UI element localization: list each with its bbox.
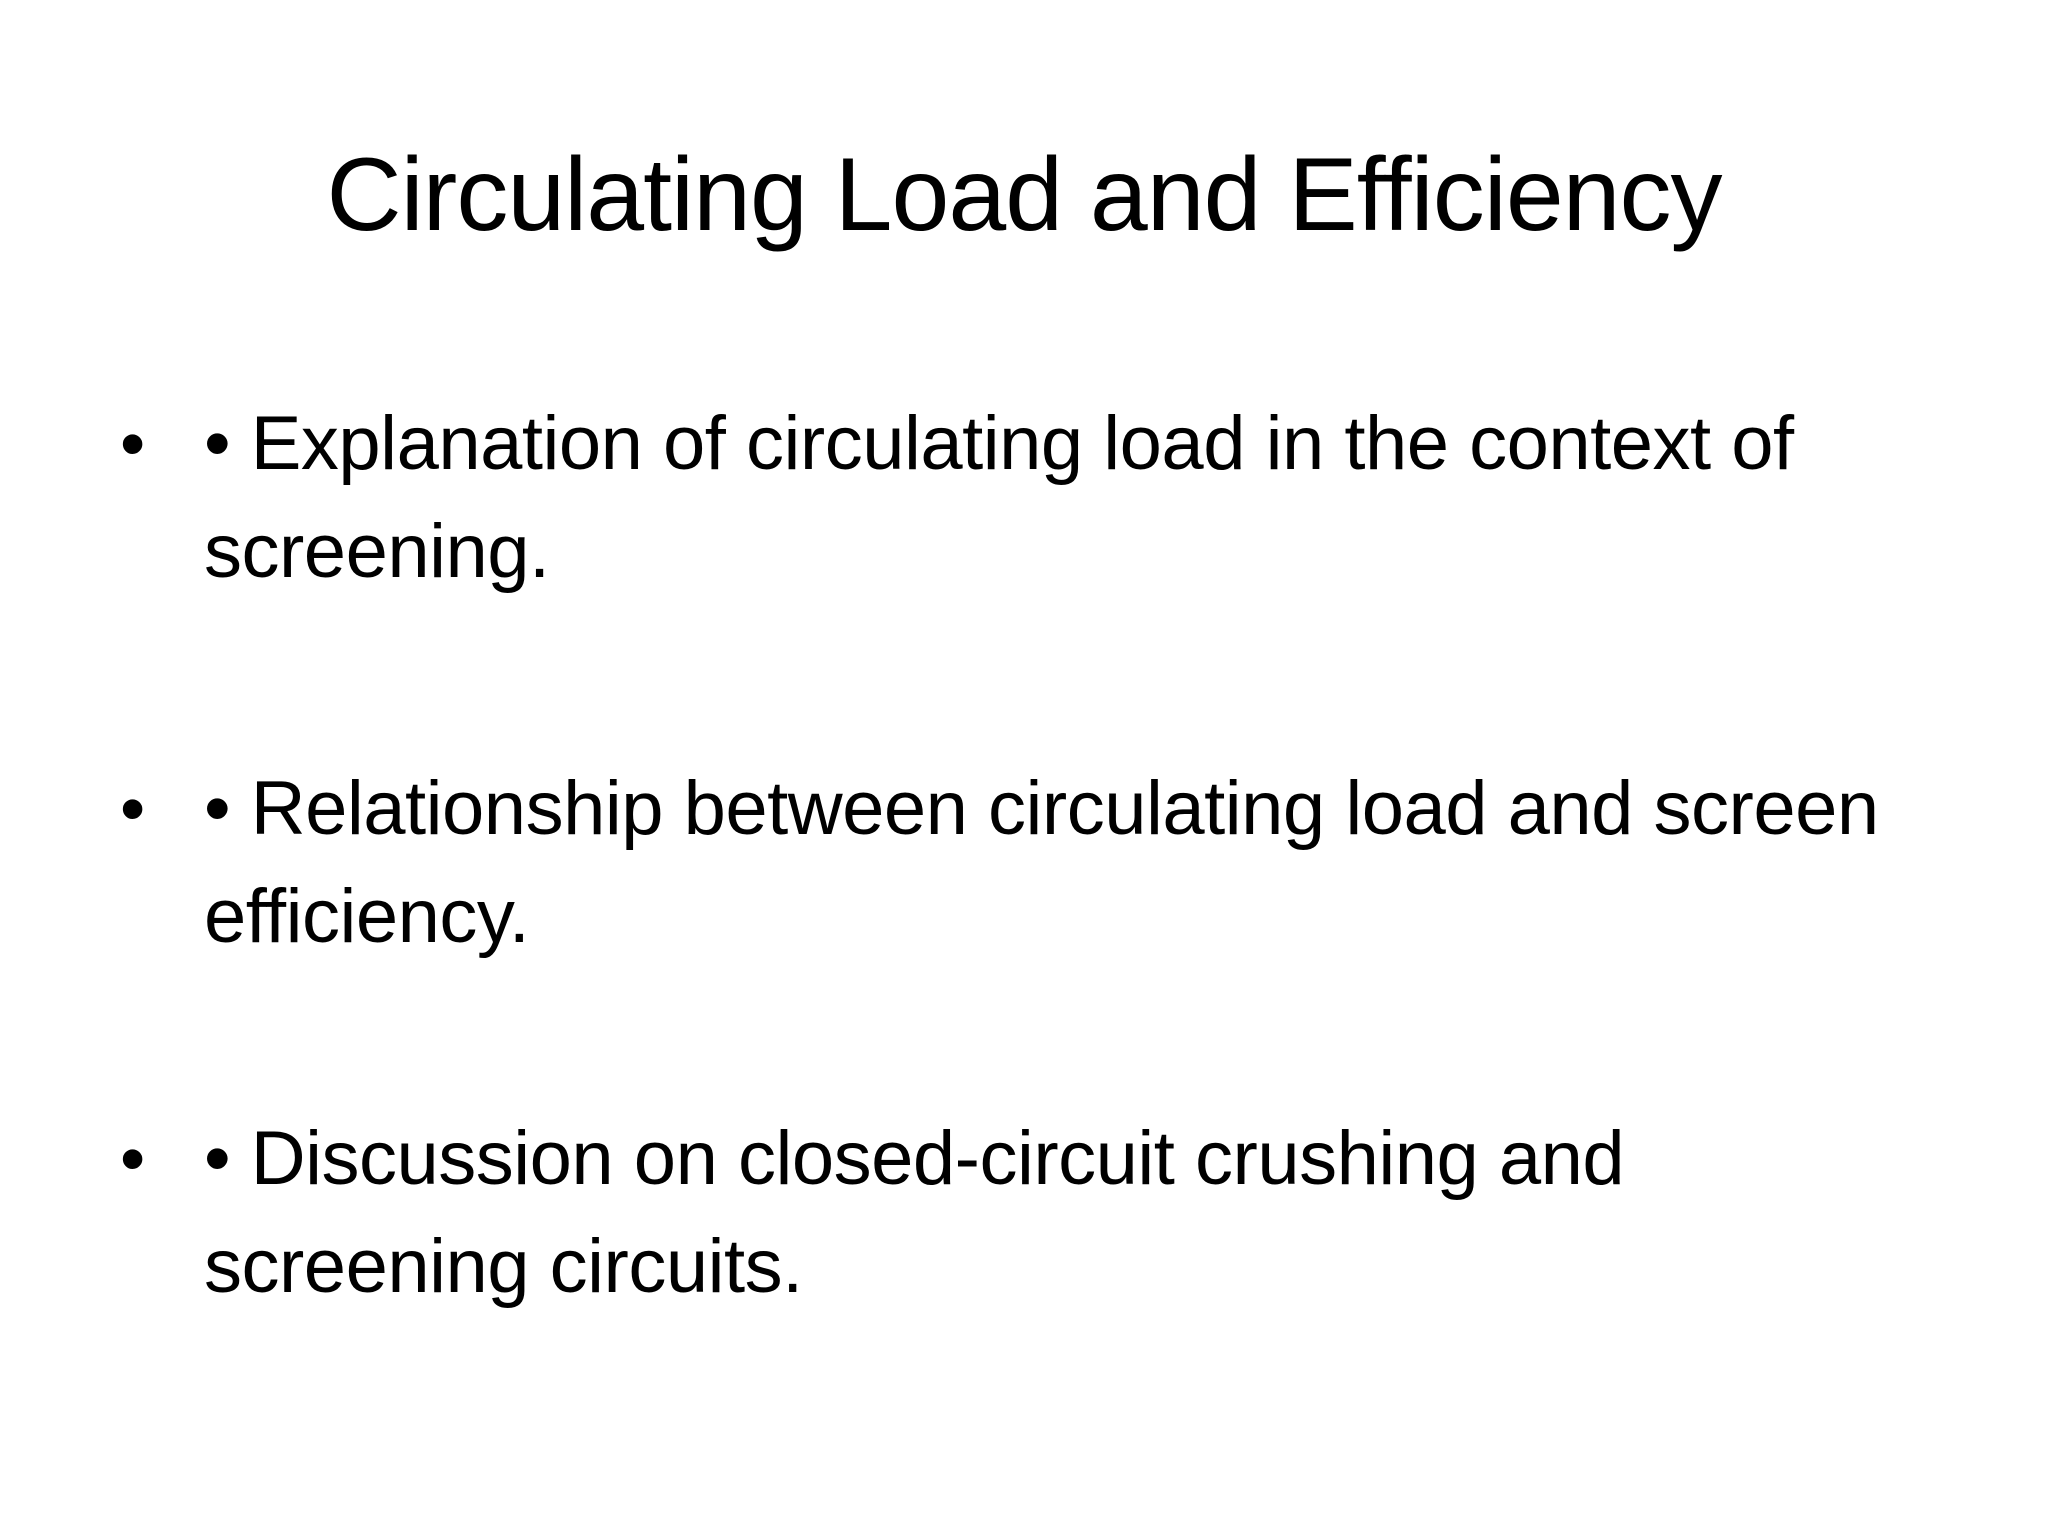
bullet-item [120, 390, 1940, 606]
bullet-text: • Explanation of circulating load in the context of screening. [204, 401, 1794, 594]
bullet-text: • Relationship between circulating load and screen efficiency. [204, 766, 1879, 959]
bullet-dot-icon: • [120, 1119, 146, 1199]
bullet-item [120, 1105, 1940, 1321]
bullet-dot-icon: • [120, 404, 146, 484]
slide-title: Circulating Load and Efficiency [326, 137, 1722, 253]
bullet-text: • Discussion on closed-circuit crushing and screening circuits. [204, 1116, 1625, 1309]
bullet-dot-icon: • [120, 769, 146, 849]
bullet-item [120, 755, 1940, 971]
